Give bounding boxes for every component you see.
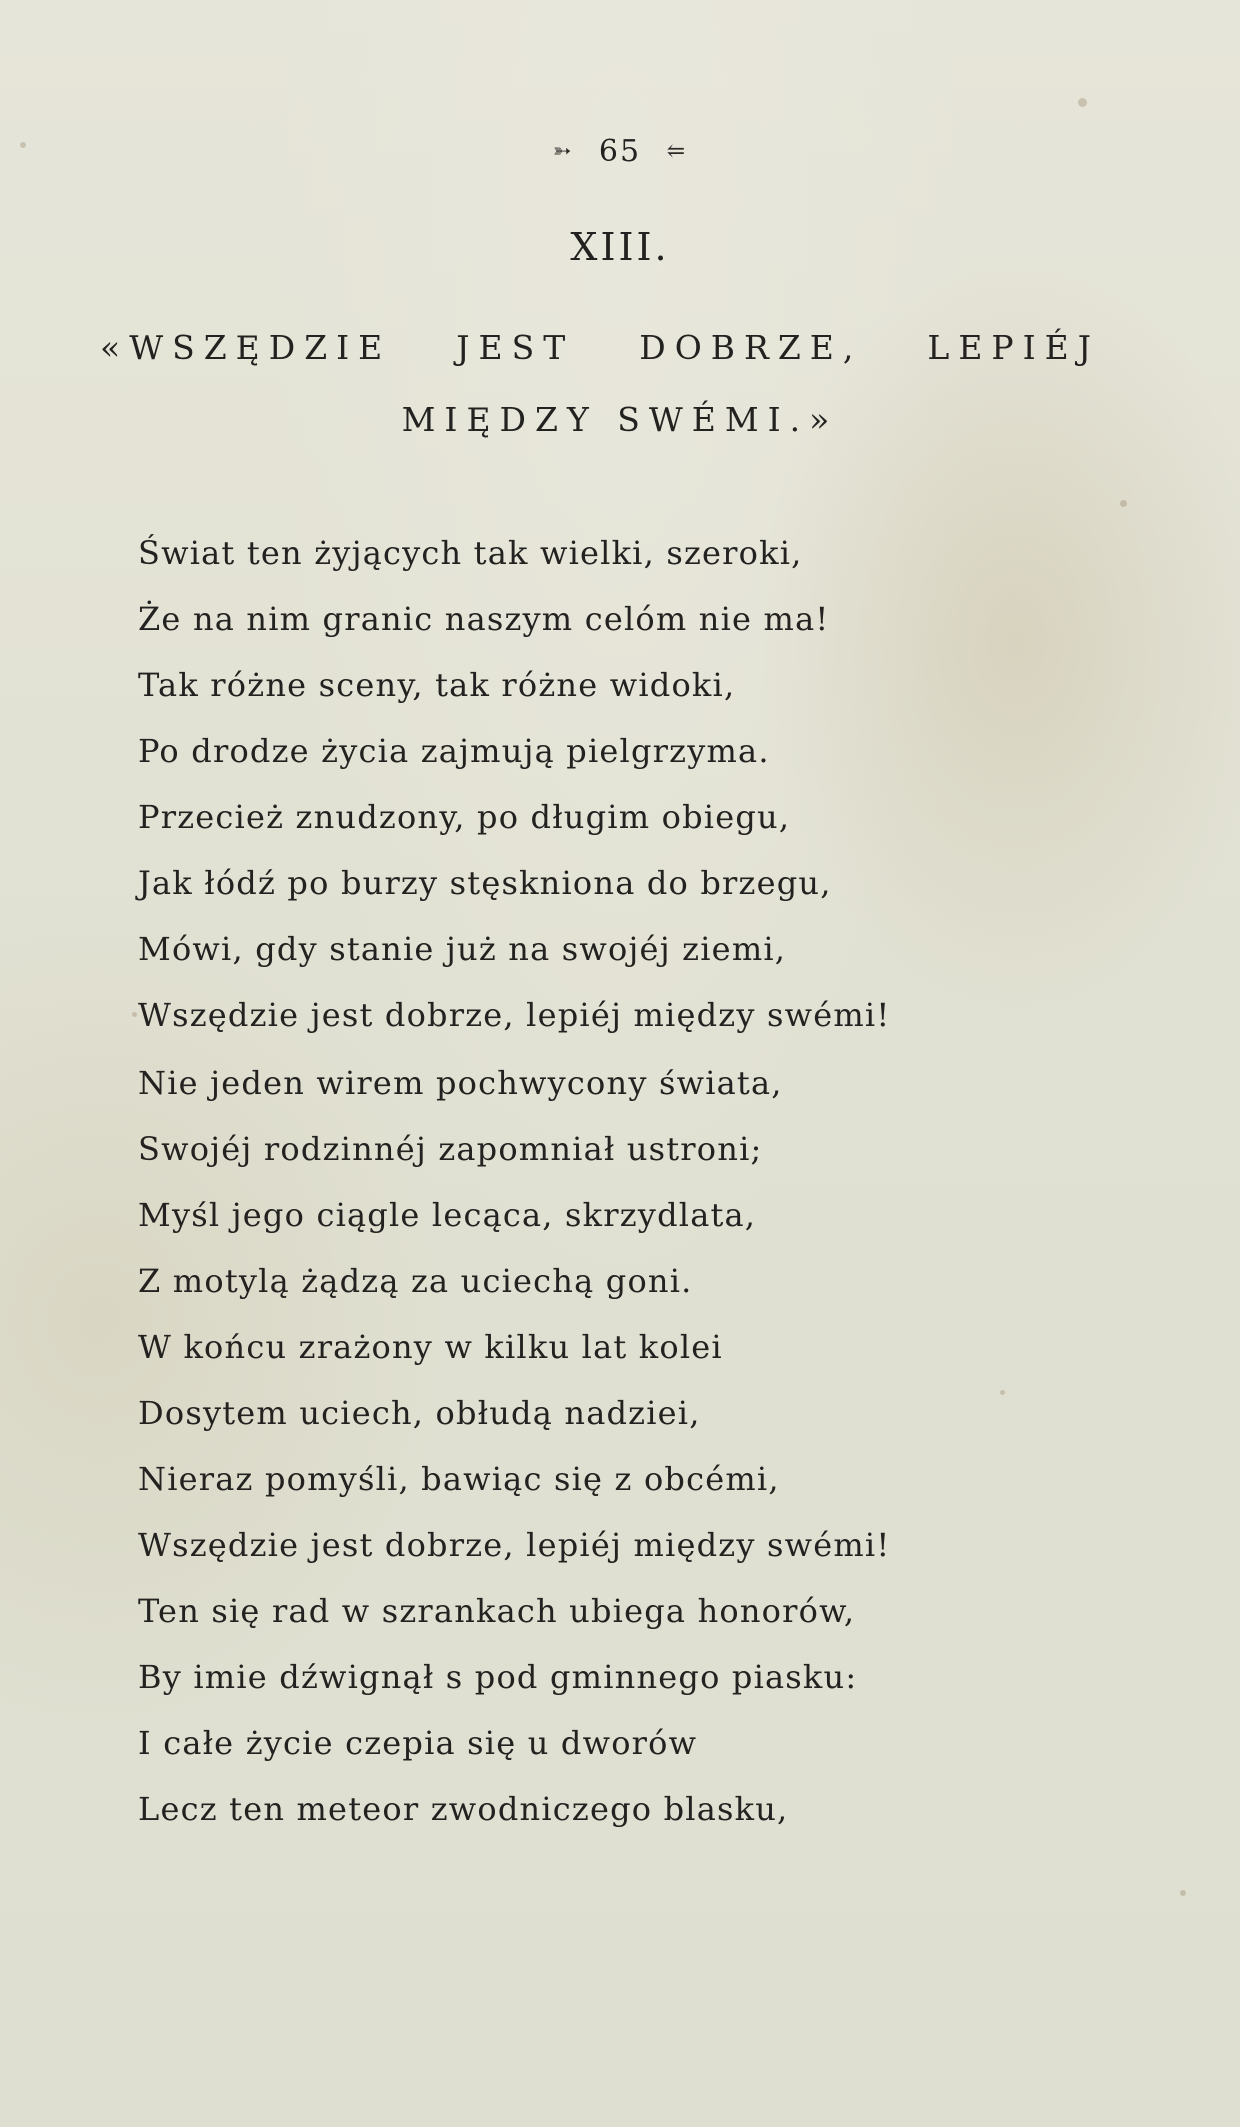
- verse-line: Swojéj rodzinnéj zapomniał ustroni;: [138, 1130, 763, 1168]
- stanza-2: [138, 1050, 958, 1578]
- poem-title-line-1: «WSZĘDZIE JEST DOBRZE, LEPIÉJ: [100, 328, 1100, 367]
- verse-line: I całe życie czepia się u dworów: [138, 1724, 698, 1762]
- verse-line: Z motylą żądzą za uciechą goni.: [138, 1262, 693, 1300]
- running-head: [0, 132, 1240, 169]
- verse-line: Po drodze życia zajmują pielgrzyma.: [138, 732, 770, 770]
- verse-line: Tak różne sceny, tak różne widoki,: [138, 666, 736, 704]
- verse-line: Że na nim granic naszym celóm nie ma!: [138, 600, 830, 638]
- paper-speck: [132, 1012, 137, 1017]
- verse-line: Myśl jego ciągle lecąca, skrzydlata,: [138, 1196, 757, 1234]
- verse-line: Wszędzie jest dobrze, lepiéj między swémi!: [138, 1526, 891, 1564]
- paper-speck: [1180, 1890, 1186, 1896]
- left-ornament-icon: ➳: [552, 138, 574, 164]
- verse-line: By imie dźwignął s pod gminnego piasku:: [138, 1658, 858, 1696]
- verse-line: Przecież znudzony, po długim obiegu,: [138, 798, 791, 836]
- paper-speck: [1000, 1390, 1005, 1395]
- verse-line: Nieraz pomyśli, bawiąc się z obcémi,: [138, 1460, 780, 1498]
- page-number: 65: [598, 133, 642, 169]
- verse-line: Jak łódź po burzy stęskniona do brzegu,: [138, 864, 832, 902]
- verse-line: Wszędzie jest dobrze, lepiéj między swémi!: [138, 996, 891, 1034]
- stanza-3: [138, 1578, 958, 1842]
- chapter-number: XIII.: [570, 225, 670, 269]
- verse-line: W końcu zrażony w kilku lat kolei: [138, 1328, 723, 1366]
- poem-title-line-2: MIĘDZY SWÉMI.»: [401, 400, 839, 439]
- verse-line: Dosytem uciech, obłudą nadziei,: [138, 1394, 701, 1432]
- verse-line: Nie jeden wirem pochwycony świata,: [138, 1064, 783, 1102]
- verse-line: Mówi, gdy stanie już na swojéj ziemi,: [138, 930, 787, 968]
- verse-line: Ten się rad w szrankach ubiega honorów,: [138, 1592, 856, 1630]
- paper-speck: [1120, 500, 1127, 507]
- paper-speck: [1078, 98, 1087, 107]
- stanza-1: [138, 520, 958, 1048]
- right-ornament-icon: ⥢: [666, 138, 688, 164]
- verse-line: Świat ten żyjących tak wielki, szeroki,: [138, 534, 803, 572]
- verse-line: Lecz ten meteor zwodniczego blasku,: [138, 1790, 789, 1828]
